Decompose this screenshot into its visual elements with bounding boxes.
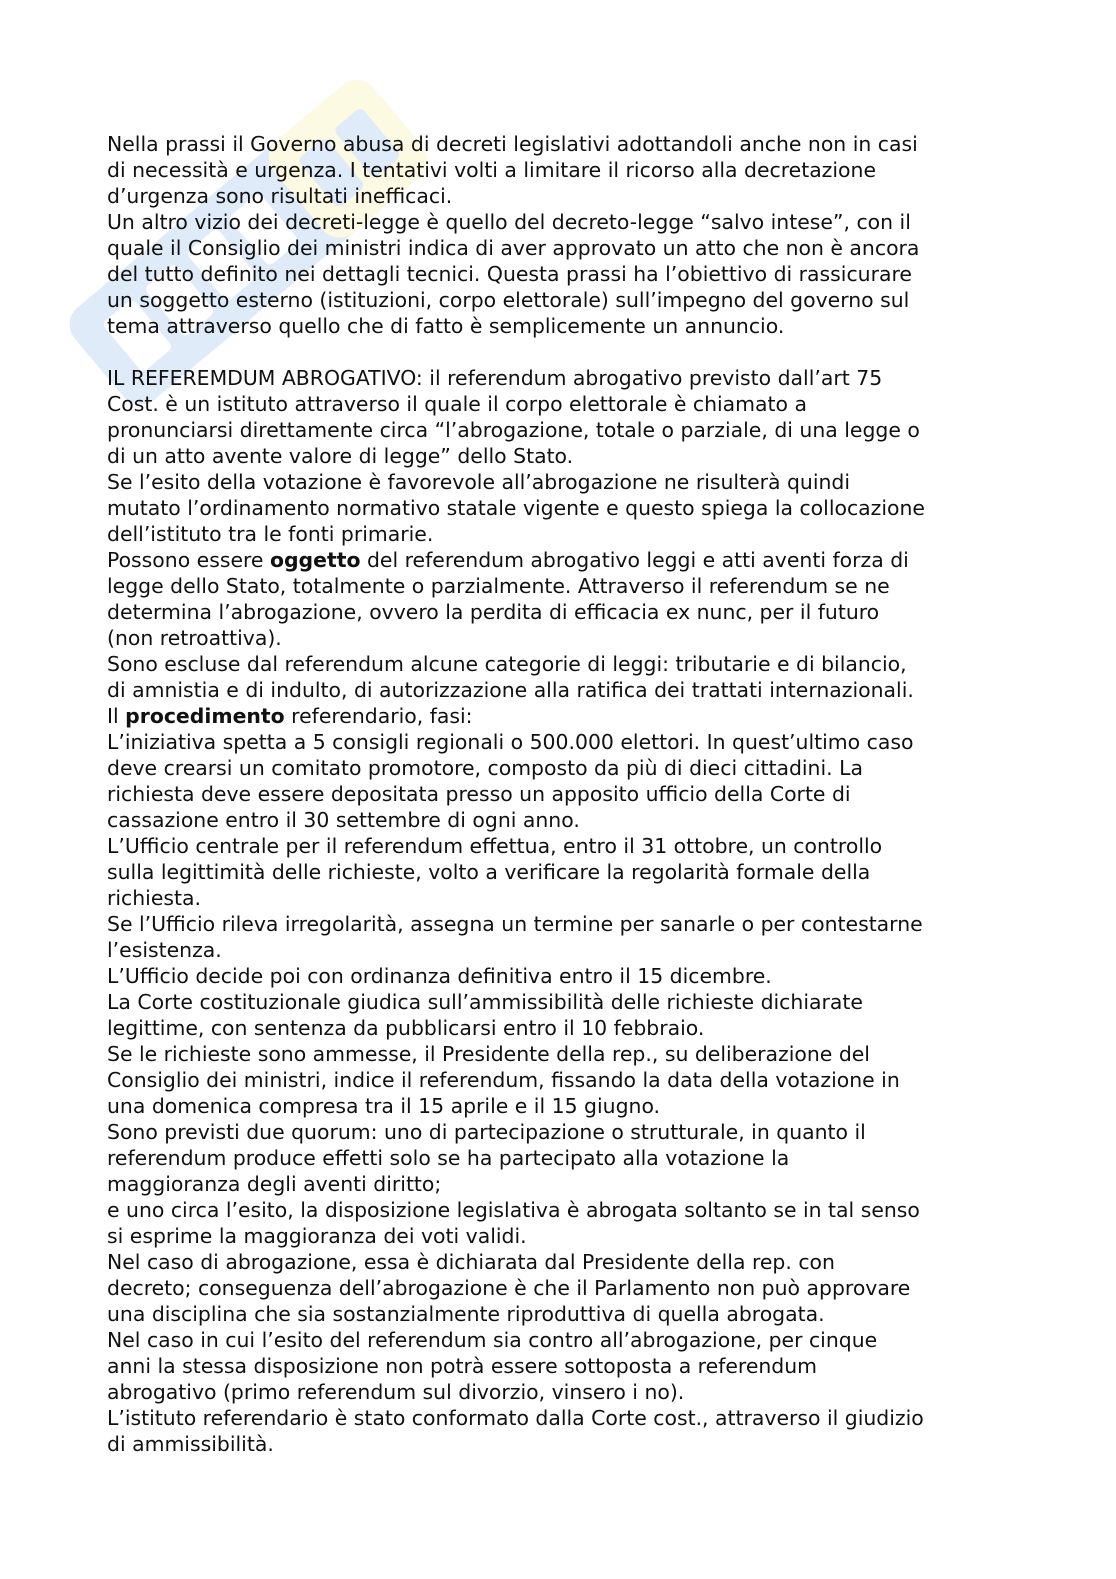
text-line: Se l’esito della votazione è favorevole all’abrogazione ne risulterà quindi [107, 470, 851, 494]
text-line: tema attraverso quello che di fatto è semplicemente un annuncio. [107, 314, 785, 338]
text-line: l’esistenza. [107, 938, 222, 962]
text-line: Sono previsti due quorum: uno di partecipazione o strutturale, in quanto il [107, 1120, 866, 1144]
text-line [107, 703, 1022, 729]
text-line: una domenica compresa tra il 15 aprile e il 15 giugno. [107, 1094, 661, 1118]
text-line: Nel caso di abrogazione, essa è dichiarata dal Presidente della rep. con [107, 1250, 835, 1274]
text-line: decreto; conseguenza dell’abrogazione è che il Parlamento non può approvare [107, 1276, 911, 1300]
text-line: legge dello Stato, totalmente o parzialmente. Attraverso il referendum se ne [107, 574, 890, 598]
text-segment: Il [107, 704, 126, 728]
text-line: mutato l’ordinamento normativo statale vigente e questo spiega la collocazione [107, 496, 925, 520]
text-line: di ammissibilità. [107, 1432, 274, 1456]
text-line: pronunciarsi direttamente circa “l’abrogazione, totale o parziale, di una legge o [107, 418, 920, 442]
text-line: un soggetto esterno (istituzioni, corpo elettorale) sull’impegno del governo sul [107, 288, 910, 312]
text-line: determina l’abrogazione, ovvero la perdita di efficacia ex nunc, per il futuro [107, 600, 880, 624]
text-line: Se le richieste sono ammesse, il Presidente della rep., su deliberazione del [107, 1042, 870, 1066]
text-line: una disciplina che sia sostanzialmente riproduttiva di quella abrogata. [107, 1302, 825, 1326]
text-segment: referendario, fasi: [284, 704, 473, 728]
text-line: IL REFEREMDUM ABROGATIVO: il referendum abrogativo previsto dall’art 75 [107, 366, 883, 390]
text-line: La Corte costituzionale giudica sull’ammissibilità delle richieste dichiarate [107, 990, 863, 1014]
text-segment: del referendum abrogativo leggi e atti aventi forza di [360, 548, 909, 572]
bold-term: oggetto [269, 548, 361, 572]
text-line: Cost. è un istituto attraverso il quale il corpo elettorale è chiamato a [107, 392, 807, 416]
text-line: richiesta deve essere depositata presso un apposito ufficio della Corte di [107, 782, 851, 806]
text-line: maggioranza degli aventi diritto; [107, 1172, 442, 1196]
text-line: Se l’Ufficio rileva irregolarità, assegna un termine per sanarle o per contestarne [107, 912, 923, 936]
text-line: L’Ufficio centrale per il referendum effettua, entro il 31 ottobre, un controllo [107, 834, 883, 858]
text-line: richiesta. [107, 886, 201, 910]
blank-line [107, 339, 1022, 365]
document-body [107, 131, 1022, 1457]
text-line: referendum produce effetti solo se ha partecipato alla votazione la [107, 1146, 790, 1170]
text-line: d’urgenza sono risultati inefficaci. [107, 184, 453, 208]
text-line: abrogativo (primo referendum sul divorzio, vinsero i no). [107, 1380, 685, 1404]
text-line: Nel caso in cui l’esito del referendum sia contro all’abrogazione, per cinque [107, 1328, 878, 1352]
text-line: si esprime la maggioranza dei voti validi. [107, 1224, 527, 1248]
text-line: Nella prassi il Governo abusa di decreti legislativi adottandoli anche non in casi [107, 132, 918, 156]
text-segment: Possono essere [107, 548, 270, 572]
text-line: sulla legittimità delle richieste, volto a verificare la regolarità formale della [107, 860, 871, 884]
text-line: L’istituto referendario è stato conformato dalla Corte cost., attraverso il giudizio [107, 1406, 924, 1430]
text-line: quale il Consiglio dei ministri indica di aver approvato un atto che non è ancora [107, 236, 920, 260]
text-line: cassazione entro il 30 settembre di ogni anno. [107, 808, 580, 832]
text-line: di amnistia e di indulto, di autorizzazione alla ratifica dei trattati internazionali. [107, 678, 914, 702]
text-line: anni la stessa disposizione non potrà essere sottoposta a referendum [107, 1354, 818, 1378]
text-line: Un altro vizio dei decreti-legge è quello del decreto-legge “salvo intese”, con il [107, 210, 911, 234]
text-line: Consiglio dei ministri, indice il referendum, fissando la data della votazione in [107, 1068, 900, 1092]
text-line: di un atto avente valore di legge” dello Stato. [107, 444, 574, 468]
text-line: L’iniziativa spetta a 5 consigli regionali o 500.000 elettori. In quest’ultimo caso [107, 730, 914, 754]
text-line: del tutto definito nei dettagli tecnici. Questa prassi ha l’obiettivo di rassicurare [107, 262, 912, 286]
text-line: e uno circa l’esito, la disposizione legislativa è abrogata soltanto se in tal senso [107, 1198, 920, 1222]
text-line: deve crearsi un comitato promotore, composto da più di dieci cittadini. La [107, 756, 863, 780]
text-line: dell’istituto tra le fonti primarie. [107, 522, 434, 546]
text-line: legittime, con sentenza da pubblicarsi entro il 10 febbraio. [107, 1016, 705, 1040]
text-line: Sono escluse dal referendum alcune categorie di leggi: tributarie e di bilancio, [107, 652, 907, 676]
text-line [107, 547, 1022, 573]
text-line: (non retroattiva). [107, 626, 282, 650]
text-line: di necessità e urgenza. I tentativi volti a limitare il ricorso alla decretazione [107, 158, 876, 182]
bold-term: procedimento [125, 704, 285, 728]
text-line: L’Ufficio decide poi con ordinanza definitiva entro il 15 dicembre. [107, 964, 772, 988]
